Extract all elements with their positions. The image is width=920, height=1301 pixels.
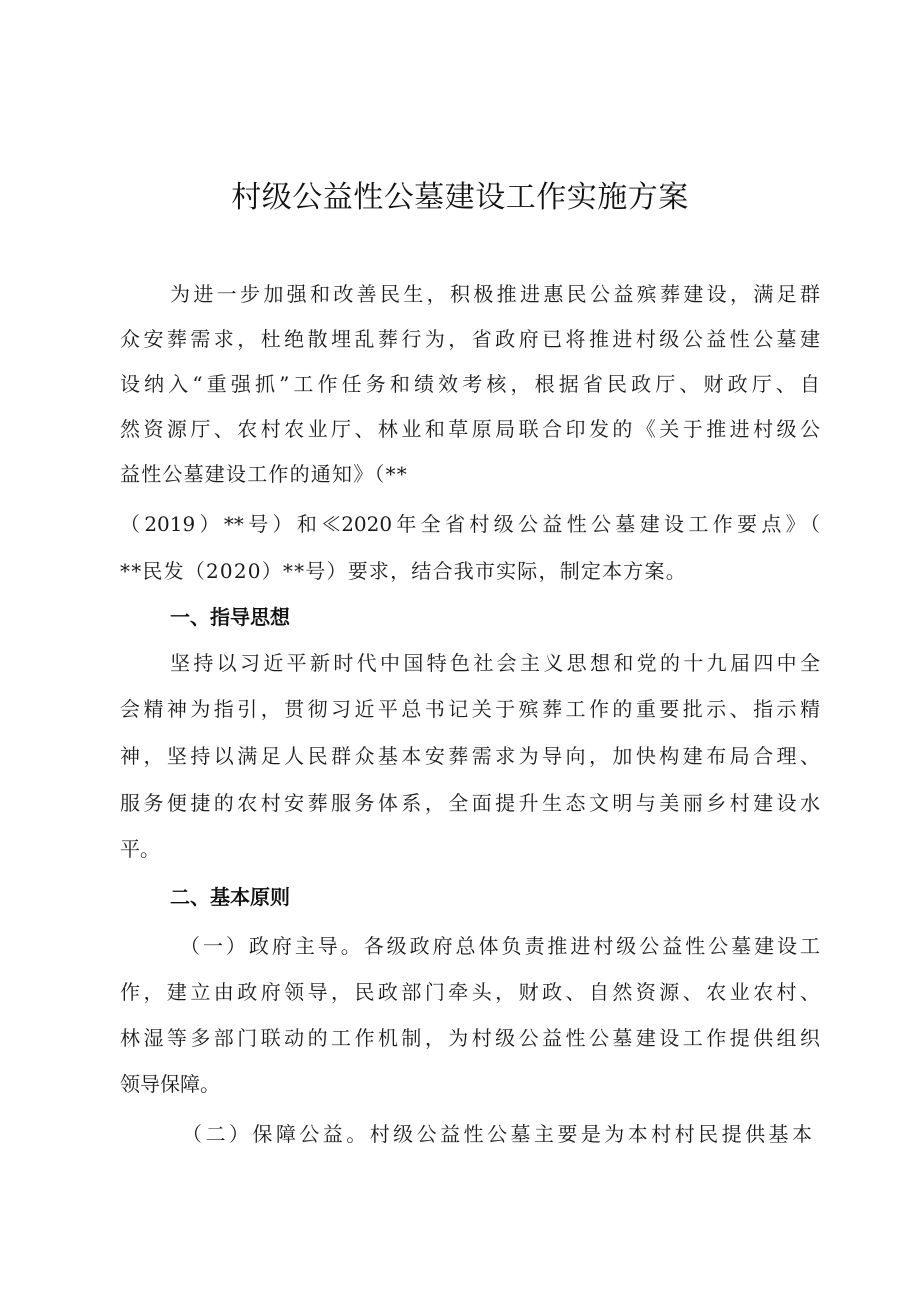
paragraph-line: 服务便捷的农村安葬服务体系，全面提升生态文明与美丽乡村建设水 — [120, 791, 820, 815]
paragraph-line: 领导保障。 — [120, 1072, 220, 1096]
paragraph-line: **民发（2020）**号）要求，结合我市实际，制定本方案。 — [120, 559, 687, 583]
paragraph-line: 作，建立由政府领导，民政部门牵头，财政、自然资源、农业农村、 — [120, 980, 820, 1004]
paragraph-line: 会精神为指引，贯彻习近平总书记关于殡葬工作的重要批示、指示精 — [120, 697, 820, 721]
document-title: 村级公益性公墓建设工作实施方案 — [231, 180, 689, 215]
paragraph-line: 然资源厅、农村农业厅、林业和草原局联合印发的《关于推进村级公 — [120, 417, 820, 441]
paragraph-line: 设纳入“重强抓”工作任务和绩效考核，根据省民政厅、财政厅、自 — [120, 372, 820, 396]
paragraph-line: 益性公墓建设工作的通知》（** — [120, 462, 408, 486]
paragraph-line: （一）政府主导。各级政府总体负责推进村级公益性公墓建设工 — [180, 934, 820, 958]
paragraph-line: （2019）**号）和≪2020年全省村级公益性公墓建设工作要点》（ — [120, 512, 820, 536]
section-heading: 二、基本原则 — [170, 885, 290, 909]
section-heading: 一、指导思想 — [170, 605, 290, 629]
paragraph-line: 坚持以习近平新时代中国特色社会主义思想和党的十九届四中全 — [170, 651, 820, 675]
paragraph-line: （二）保障公益。村级公益性公墓主要是为本村村民提供基本 — [182, 1122, 812, 1146]
paragraph-line: 众安葬需求，杜绝散埋乱葬行为，省政府已将推进村级公益性公墓建 — [120, 327, 820, 351]
paragraph-line: 林湿等多部门联动的工作机制，为村级公益性公墓建设工作提供组织 — [120, 1026, 820, 1050]
paragraph-line: 平。 — [120, 837, 160, 861]
paragraph-line: 神，坚持以满足人民群众基本安葬需求为导向，加快构建布局合理、 — [120, 744, 820, 768]
paragraph-line: 为进一步加强和改善民生，积极推进惠民公益殡葬建设，满足群 — [170, 282, 820, 306]
